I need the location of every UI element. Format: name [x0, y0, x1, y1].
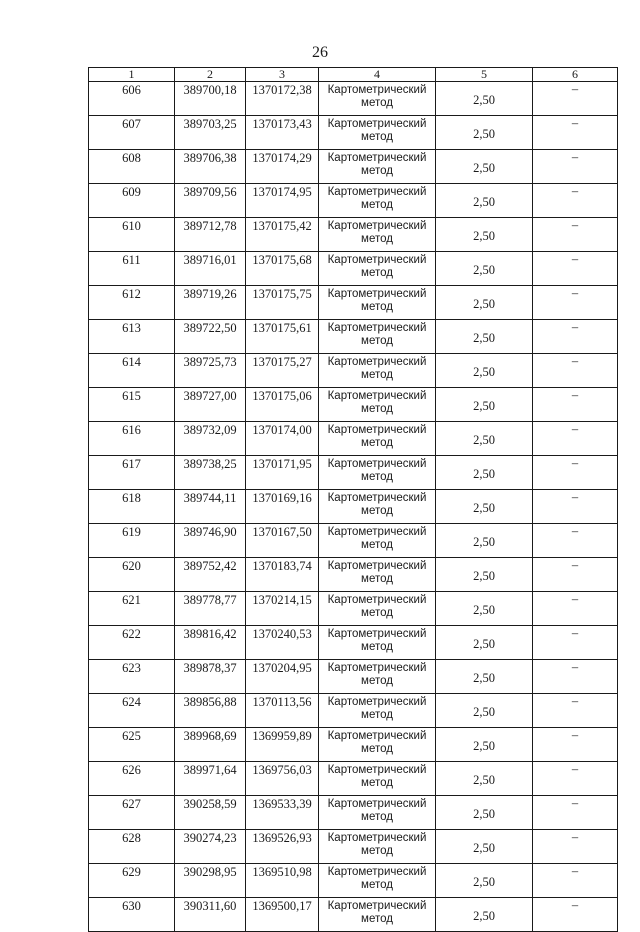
- x-coordinate-cell: 389725,73: [175, 354, 246, 388]
- y-coordinate-cell: 1370183,74: [246, 558, 319, 592]
- point-number-cell: 613: [89, 320, 175, 354]
- point-number-cell: 628: [89, 830, 175, 864]
- x-coordinate-cell: 389727,00: [175, 388, 246, 422]
- precision-cell: 2,50: [436, 830, 533, 864]
- table-row: [89, 422, 618, 456]
- precision-cell: 2,50: [436, 82, 533, 116]
- header-cell-5: 5: [436, 68, 533, 82]
- point-number-cell: 627: [89, 796, 175, 830]
- y-coordinate-cell: 1370174,00: [246, 422, 319, 456]
- x-coordinate-cell: 389719,26: [175, 286, 246, 320]
- x-coordinate-cell: 389746,90: [175, 524, 246, 558]
- precision-cell: 2,50: [436, 592, 533, 626]
- precision-cell: 2,50: [436, 218, 533, 252]
- method-cell: Картометрический метод: [319, 388, 436, 422]
- point-number-cell: 615: [89, 388, 175, 422]
- header-cell-1: 1: [89, 68, 175, 82]
- method-cell: Картометрический метод: [319, 626, 436, 660]
- note-cell: –: [533, 490, 618, 524]
- page-number: 26: [312, 44, 328, 61]
- table-row: [89, 830, 618, 864]
- point-number-cell: 609: [89, 184, 175, 218]
- x-coordinate-cell: 390274,23: [175, 830, 246, 864]
- x-coordinate-cell: 389732,09: [175, 422, 246, 456]
- table-row: [89, 626, 618, 660]
- point-number-cell: 614: [89, 354, 175, 388]
- point-number-cell: 619: [89, 524, 175, 558]
- note-cell: –: [533, 796, 618, 830]
- method-cell: Картометрический метод: [319, 422, 436, 456]
- method-cell: Картометрический метод: [319, 150, 436, 184]
- point-number-cell: 624: [89, 694, 175, 728]
- method-cell: Картометрический метод: [319, 796, 436, 830]
- method-cell: Картометрический метод: [319, 728, 436, 762]
- x-coordinate-cell: 389738,25: [175, 456, 246, 490]
- x-coordinate-cell: 389971,64: [175, 762, 246, 796]
- precision-cell: 2,50: [436, 864, 533, 898]
- note-cell: –: [533, 82, 618, 116]
- x-coordinate-cell: 389968,69: [175, 728, 246, 762]
- table-row: [89, 218, 618, 252]
- note-cell: –: [533, 354, 618, 388]
- header-cell-2: 2: [175, 68, 246, 82]
- y-coordinate-cell: 1370204,95: [246, 660, 319, 694]
- y-coordinate-cell: 1370175,68: [246, 252, 319, 286]
- note-cell: –: [533, 252, 618, 286]
- point-number-cell: 630: [89, 898, 175, 932]
- x-coordinate-cell: 390298,95: [175, 864, 246, 898]
- table-row: [89, 728, 618, 762]
- note-cell: –: [533, 898, 618, 932]
- point-number-cell: 626: [89, 762, 175, 796]
- note-cell: –: [533, 218, 618, 252]
- y-coordinate-cell: 1369959,89: [246, 728, 319, 762]
- point-number-cell: 608: [89, 150, 175, 184]
- note-cell: –: [533, 320, 618, 354]
- note-cell: –: [533, 626, 618, 660]
- note-cell: –: [533, 592, 618, 626]
- method-cell: Картометрический метод: [319, 592, 436, 626]
- method-cell: Картометрический метод: [319, 218, 436, 252]
- precision-cell: 2,50: [436, 660, 533, 694]
- point-number-cell: 622: [89, 626, 175, 660]
- method-cell: Картометрический метод: [319, 184, 436, 218]
- y-coordinate-cell: 1370169,16: [246, 490, 319, 524]
- y-coordinate-cell: 1370174,95: [246, 184, 319, 218]
- point-number-cell: 611: [89, 252, 175, 286]
- y-coordinate-cell: 1370171,95: [246, 456, 319, 490]
- note-cell: –: [533, 694, 618, 728]
- precision-cell: 2,50: [436, 354, 533, 388]
- method-cell: Картометрический метод: [319, 320, 436, 354]
- table-row: [89, 388, 618, 422]
- precision-cell: 2,50: [436, 558, 533, 592]
- x-coordinate-cell: 389856,88: [175, 694, 246, 728]
- x-coordinate-cell: 389778,77: [175, 592, 246, 626]
- y-coordinate-cell: 1370175,06: [246, 388, 319, 422]
- table-row: [89, 864, 618, 898]
- x-coordinate-cell: 389752,42: [175, 558, 246, 592]
- method-cell: Картометрический метод: [319, 116, 436, 150]
- point-number-cell: 606: [89, 82, 175, 116]
- table-row: [89, 320, 618, 354]
- precision-cell: 2,50: [436, 388, 533, 422]
- table-row: [89, 116, 618, 150]
- header-cell-3: 3: [246, 68, 319, 82]
- x-coordinate-cell: 389878,37: [175, 660, 246, 694]
- point-number-cell: 623: [89, 660, 175, 694]
- precision-cell: 2,50: [436, 456, 533, 490]
- note-cell: –: [533, 830, 618, 864]
- x-coordinate-cell: 389712,78: [175, 218, 246, 252]
- x-coordinate-cell: 389703,25: [175, 116, 246, 150]
- note-cell: –: [533, 286, 618, 320]
- method-cell: Картометрический метод: [319, 286, 436, 320]
- precision-cell: 2,50: [436, 728, 533, 762]
- y-coordinate-cell: 1370174,29: [246, 150, 319, 184]
- point-number-cell: 612: [89, 286, 175, 320]
- table-row: [89, 150, 618, 184]
- note-cell: –: [533, 864, 618, 898]
- y-coordinate-cell: 1369500,17: [246, 898, 319, 932]
- point-number-cell: 620: [89, 558, 175, 592]
- coordinates-table: [88, 67, 618, 932]
- table-row: [89, 286, 618, 320]
- y-coordinate-cell: 1370214,15: [246, 592, 319, 626]
- table-row: [89, 524, 618, 558]
- y-coordinate-cell: 1369526,93: [246, 830, 319, 864]
- table-row: [89, 456, 618, 490]
- method-cell: Картометрический метод: [319, 762, 436, 796]
- point-number-cell: 617: [89, 456, 175, 490]
- y-coordinate-cell: 1369756,03: [246, 762, 319, 796]
- x-coordinate-cell: 389709,56: [175, 184, 246, 218]
- table-row: [89, 898, 618, 932]
- method-cell: Картометрический метод: [319, 524, 436, 558]
- y-coordinate-cell: 1370167,50: [246, 524, 319, 558]
- table-row: [89, 354, 618, 388]
- method-cell: Картометрический метод: [319, 830, 436, 864]
- point-number-cell: 618: [89, 490, 175, 524]
- precision-cell: 2,50: [436, 252, 533, 286]
- x-coordinate-cell: 389816,42: [175, 626, 246, 660]
- method-cell: Картометрический метод: [319, 490, 436, 524]
- precision-cell: 2,50: [436, 150, 533, 184]
- header-cell-4: 4: [319, 68, 436, 82]
- x-coordinate-cell: 389706,38: [175, 150, 246, 184]
- table-row: [89, 796, 618, 830]
- x-coordinate-cell: 390258,59: [175, 796, 246, 830]
- precision-cell: 2,50: [436, 320, 533, 354]
- method-cell: Картометрический метод: [319, 252, 436, 286]
- note-cell: –: [533, 524, 618, 558]
- x-coordinate-cell: 389700,18: [175, 82, 246, 116]
- note-cell: –: [533, 660, 618, 694]
- method-cell: Картометрический метод: [319, 82, 436, 116]
- note-cell: –: [533, 116, 618, 150]
- method-cell: Картометрический метод: [319, 898, 436, 932]
- y-coordinate-cell: 1370175,75: [246, 286, 319, 320]
- method-cell: Картометрический метод: [319, 558, 436, 592]
- point-number-cell: 621: [89, 592, 175, 626]
- table-row: [89, 184, 618, 218]
- method-cell: Картометрический метод: [319, 354, 436, 388]
- precision-cell: 2,50: [436, 796, 533, 830]
- method-cell: Картометрический метод: [319, 694, 436, 728]
- method-cell: Картометрический метод: [319, 864, 436, 898]
- precision-cell: 2,50: [436, 694, 533, 728]
- point-number-cell: 607: [89, 116, 175, 150]
- y-coordinate-cell: 1370175,27: [246, 354, 319, 388]
- y-coordinate-cell: 1370175,61: [246, 320, 319, 354]
- y-coordinate-cell: 1370172,38: [246, 82, 319, 116]
- point-number-cell: 610: [89, 218, 175, 252]
- note-cell: –: [533, 728, 618, 762]
- y-coordinate-cell: 1369533,39: [246, 796, 319, 830]
- point-number-cell: 616: [89, 422, 175, 456]
- table-row: [89, 82, 618, 116]
- note-cell: –: [533, 456, 618, 490]
- precision-cell: 2,50: [436, 422, 533, 456]
- point-number-cell: 625: [89, 728, 175, 762]
- note-cell: –: [533, 388, 618, 422]
- table-row: [89, 592, 618, 626]
- note-cell: –: [533, 422, 618, 456]
- y-coordinate-cell: 1370175,42: [246, 218, 319, 252]
- table-row: [89, 252, 618, 286]
- precision-cell: 2,50: [436, 490, 533, 524]
- y-coordinate-cell: 1369510,98: [246, 864, 319, 898]
- note-cell: –: [533, 762, 618, 796]
- x-coordinate-cell: 390311,60: [175, 898, 246, 932]
- precision-cell: 2,50: [436, 626, 533, 660]
- note-cell: –: [533, 558, 618, 592]
- precision-cell: 2,50: [436, 116, 533, 150]
- precision-cell: 2,50: [436, 286, 533, 320]
- method-cell: Картометрический метод: [319, 456, 436, 490]
- precision-cell: 2,50: [436, 898, 533, 932]
- precision-cell: 2,50: [436, 762, 533, 796]
- table-body: [89, 68, 618, 932]
- table-row: [89, 558, 618, 592]
- table-header-row: [89, 68, 618, 82]
- x-coordinate-cell: 389744,11: [175, 490, 246, 524]
- header-cell-6: 6: [533, 68, 618, 82]
- y-coordinate-cell: 1370240,53: [246, 626, 319, 660]
- x-coordinate-cell: 389716,01: [175, 252, 246, 286]
- note-cell: –: [533, 184, 618, 218]
- table-row: [89, 694, 618, 728]
- note-cell: –: [533, 150, 618, 184]
- x-coordinate-cell: 389722,50: [175, 320, 246, 354]
- method-cell: Картометрический метод: [319, 660, 436, 694]
- y-coordinate-cell: 1370173,43: [246, 116, 319, 150]
- table-row: [89, 490, 618, 524]
- table-row: [89, 660, 618, 694]
- y-coordinate-cell: 1370113,56: [246, 694, 319, 728]
- precision-cell: 2,50: [436, 184, 533, 218]
- table-row: [89, 762, 618, 796]
- point-number-cell: 629: [89, 864, 175, 898]
- precision-cell: 2,50: [436, 524, 533, 558]
